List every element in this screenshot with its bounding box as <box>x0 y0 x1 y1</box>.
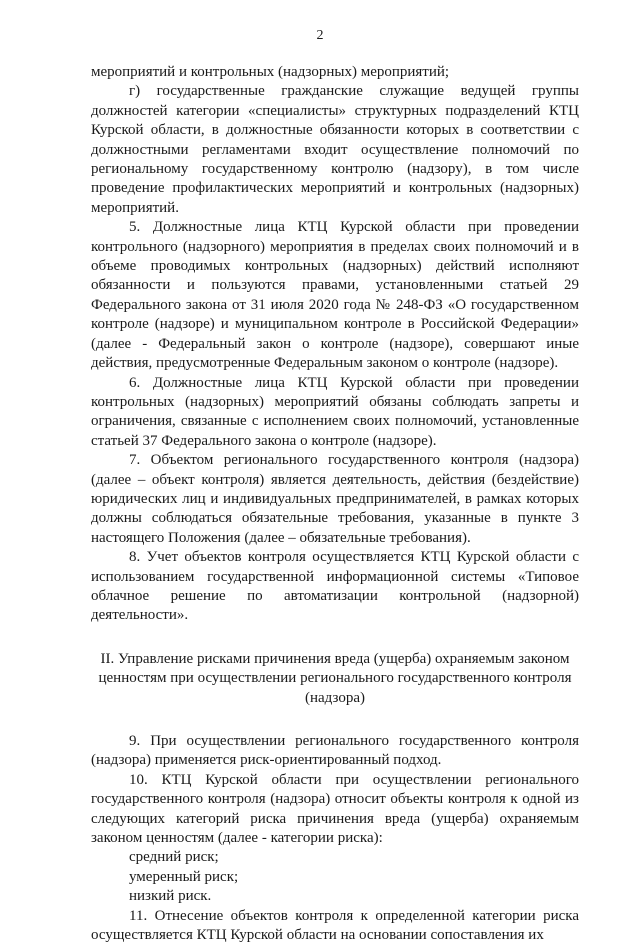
paragraph-item-g: г) государственные гражданские служащие ведущей группы должностей категории «специалисты» структурных подразделений КТЦ Курской области, в должностные обязанности которых в соответствии с должностными регламентами входит осуществление полномочий по региональному государственному контролю (надзору), в том числе проведение профилактических мероприятий и контрольных (надзорных) мероприятий. <box>91 83 579 216</box>
risk-category-item: низкий риск. <box>129 888 212 905</box>
risk-category-item: средний риск; <box>129 849 219 866</box>
section-title: II. Управление рисками причинения вреда (ущерба) охраняемым законом ценностям при осуществлении регионального государственного контроля (надзора) <box>98 650 572 706</box>
paragraph-continuation: мероприятий и контрольных (надзорных) мероприятий; <box>91 64 450 80</box>
page-number: 2 <box>316 28 324 43</box>
document-body <box>91 63 579 945</box>
paragraph-6: 6. Должностные лица КТЦ Курской области при проведении контрольных (надзорных) мероприятий обязаны соблюдать запреты и ограничения, связанные с исполнением своих полномочий, установленные статьей 37 Федерального закона о контроле (надзоре). <box>91 374 579 449</box>
risk-category-item: умеренный риск; <box>129 868 239 885</box>
paragraph-11: 11. Отнесение объектов контроля к определенной категории риска осуществляется КТЦ Курской области на основании сопоставления их <box>91 907 579 944</box>
paragraph-5: 5. Должностные лица КТЦ Курской области при проведении контрольного (надзорного) мероприятия в пределах своих полномочий и в объеме проводимых контрольных (надзорных) действий исполняют обязанности и пользуются правами, установленными статьей 29 Федерального закона от 31 июля 2020 года № 248-ФЗ «О государственном контроле (надзоре) и муниципальном контроле в Российской Федерации» (далее - Федеральный закон о контроле (надзоре), совершают иные действия, предусмотренные Федеральным законом о контроле (надзоре). <box>91 219 579 372</box>
paragraph-7: 7. Объектом регионального государственного контроля (надзора) (далее – объект контроля) является деятельность, действия (бездействие) юридических лиц и индивидуальных предпринимателей, в рамках которых должны соблюдаться обязательные требования, указанные в пункте 3 настоящего Положения (далее – обязательные требования). <box>91 452 579 546</box>
paragraph-9: 9. При осуществлении регионального государственного контроля (надзора) применяется риск-ориентированный подход. <box>91 733 579 769</box>
paragraph-8: 8. Учет объектов контроля осуществляется КТЦ Курской области с использованием государственной информационной системы «Типовое облачное решение по автоматизации контрольной (надзорной) деятельности». <box>91 549 579 624</box>
paragraph-10: 10. КТЦ Курской области при осуществлении регионального государственного контроля (надзора) относит объекты контроля к одной из следующих категорий риска причинения вреда (ущерба) охраняемым законом ценностям (далее - категории риска): <box>91 771 579 847</box>
